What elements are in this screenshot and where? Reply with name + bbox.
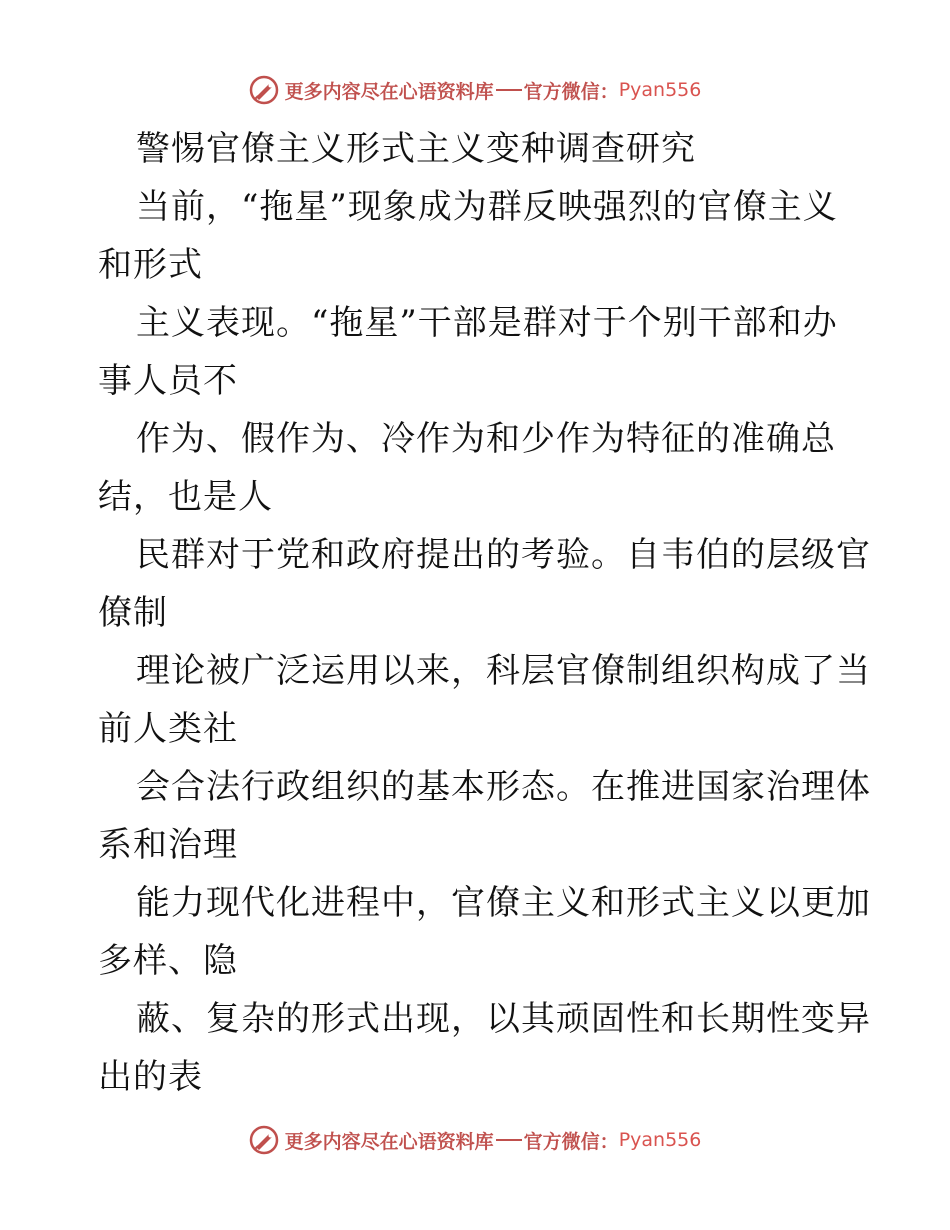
text-line: 当前，“拖星”现象成为群反映强烈的官僚主义 bbox=[136, 187, 838, 227]
text-line: 前人类社 bbox=[98, 709, 238, 749]
text-line: 结，也是人 bbox=[98, 477, 273, 517]
document-title: 警惕官僚主义形式主义变种调查研究 bbox=[136, 129, 696, 169]
pen-nib-logo-icon bbox=[249, 1125, 279, 1155]
pen-nib-logo-icon bbox=[249, 75, 279, 105]
header-brand-text: 更多内容尽在心语资料库 bbox=[284, 80, 494, 103]
footer-dash bbox=[496, 1139, 522, 1141]
footer-banner bbox=[0, 1120, 950, 1160]
header-dash bbox=[496, 89, 522, 91]
footer-brand-text: 更多内容尽在心语资料库 bbox=[284, 1130, 494, 1153]
text-line: 系和治理 bbox=[98, 825, 238, 865]
text-line: 会合法行政组织的基本形态。在推进国家治理体 bbox=[136, 767, 871, 807]
text-line: 民群对于党和政府提出的考验。自韦伯的层级官 bbox=[136, 535, 871, 575]
text-line: 主义表现。“拖星”干部是群对于个别干部和办 bbox=[136, 303, 838, 343]
header-wechat-id: Pyan556 bbox=[618, 79, 702, 101]
text-line: 出的表 bbox=[98, 1057, 203, 1097]
text-line: 作为、假作为、冷作为和少作为特征的准确总 bbox=[136, 419, 836, 459]
text-line: 和形式 bbox=[98, 245, 203, 285]
text-line: 能力现代化进程中，官僚主义和形式主义以更加 bbox=[136, 883, 871, 923]
header-wechat-label: 官方微信： bbox=[523, 80, 619, 103]
text-line: 僚制 bbox=[98, 593, 168, 633]
text-line: 事人员不 bbox=[98, 361, 238, 401]
footer-wechat-id: Pyan556 bbox=[618, 1129, 702, 1151]
header-banner bbox=[0, 70, 950, 110]
footer-wechat-label: 官方微信： bbox=[523, 1130, 619, 1153]
text-line: 多样、隐 bbox=[98, 941, 238, 981]
document-body bbox=[98, 120, 878, 1106]
text-line: 蔽、复杂的形式出现，以其顽固性和长期性变异 bbox=[136, 999, 871, 1039]
text-line: 理论被广泛运用以来，科层官僚制组织构成了当 bbox=[136, 651, 871, 691]
